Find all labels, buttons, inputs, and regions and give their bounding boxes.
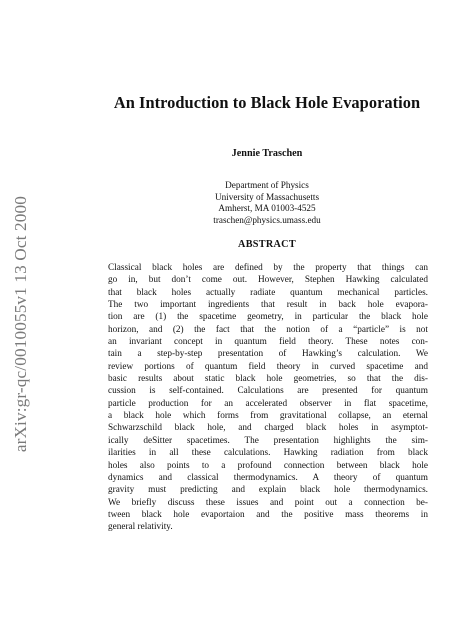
abstract-line: review portions of quantum field theory in curved spacetime and <box>108 361 428 372</box>
abstract-line: tain a step-by-step presentation of Hawking’s calculation. We <box>108 349 428 360</box>
abstract-line: gravity must predicting and explain black hole thermodynamics. <box>108 485 428 496</box>
arxiv-identifier-stamp <box>11 196 29 636</box>
abstract-line: that black holes actually radiate quantum mechanical particles. <box>108 287 428 298</box>
abstract-line: particle production for an accelerated observer in flat spacetime, <box>108 398 428 409</box>
abstract-line: ilarities in all these calculations. Hawking radiation from black <box>108 448 428 459</box>
abstract-heading: ABSTRACT <box>238 239 296 250</box>
author-affiliation <box>60 180 474 226</box>
abstract-line: dynamics and classical thermodynamics. A theory of quantum <box>108 472 428 483</box>
abstract-line: basic results about static black hole geometries, so that the dis- <box>108 374 428 385</box>
affiliation-department: Department of Physics <box>225 180 309 190</box>
abstract-line: tion are (1) the spacetime geometry, in particular the black hole <box>108 312 428 323</box>
abstract-line: Classical black holes are defined by the property that things can <box>108 263 428 273</box>
affiliation-university: University of Massachusetts <box>214 191 320 202</box>
abstract-line: ically deSitter spacetimes. The presentation highlights the sim- <box>108 435 428 446</box>
affiliation-address: Amherst, MA 01003-4525 <box>218 203 316 214</box>
abstract-line: general relativity. <box>108 522 173 533</box>
abstract-line: a black hole which forms from gravitational collapse, an eternal <box>108 411 428 422</box>
abstract-line: The two important ingredients that result in back hole evapora- <box>108 300 428 311</box>
abstract-line: horizon, and (2) the fact that the notion of a “particle” is not <box>108 324 428 335</box>
arxiv-identifier-text: arXiv:gr-qc/0010055v1 13 Oct 2000 <box>11 196 30 453</box>
abstract-line: Schwarzschild black hole, and charged black holes in asymptot- <box>108 423 428 434</box>
author-name: Jennie Traschen <box>231 148 303 159</box>
abstract-line: an invariant concept in quantum field theory. These notes con- <box>108 337 428 348</box>
abstract-body <box>108 262 428 534</box>
affiliation-email: traschen@physics.umass.edu <box>213 214 321 225</box>
abstract-line: go in, but don’t come out. However, Stephen Hawking calculated <box>108 275 428 286</box>
abstract-line: We briefly discuss these issues and point out a connection be- <box>108 497 428 508</box>
abstract-line: tween black hole evaportaion and the positive mass theorems in <box>108 509 428 520</box>
paper-title: An Introduction to Black Hole Evaporation <box>113 93 421 112</box>
abstract-line: cussion is self-contained. Calculations are presented for quantum <box>108 386 428 397</box>
abstract-line: holes also points to a profound connection between black hole <box>108 460 428 471</box>
